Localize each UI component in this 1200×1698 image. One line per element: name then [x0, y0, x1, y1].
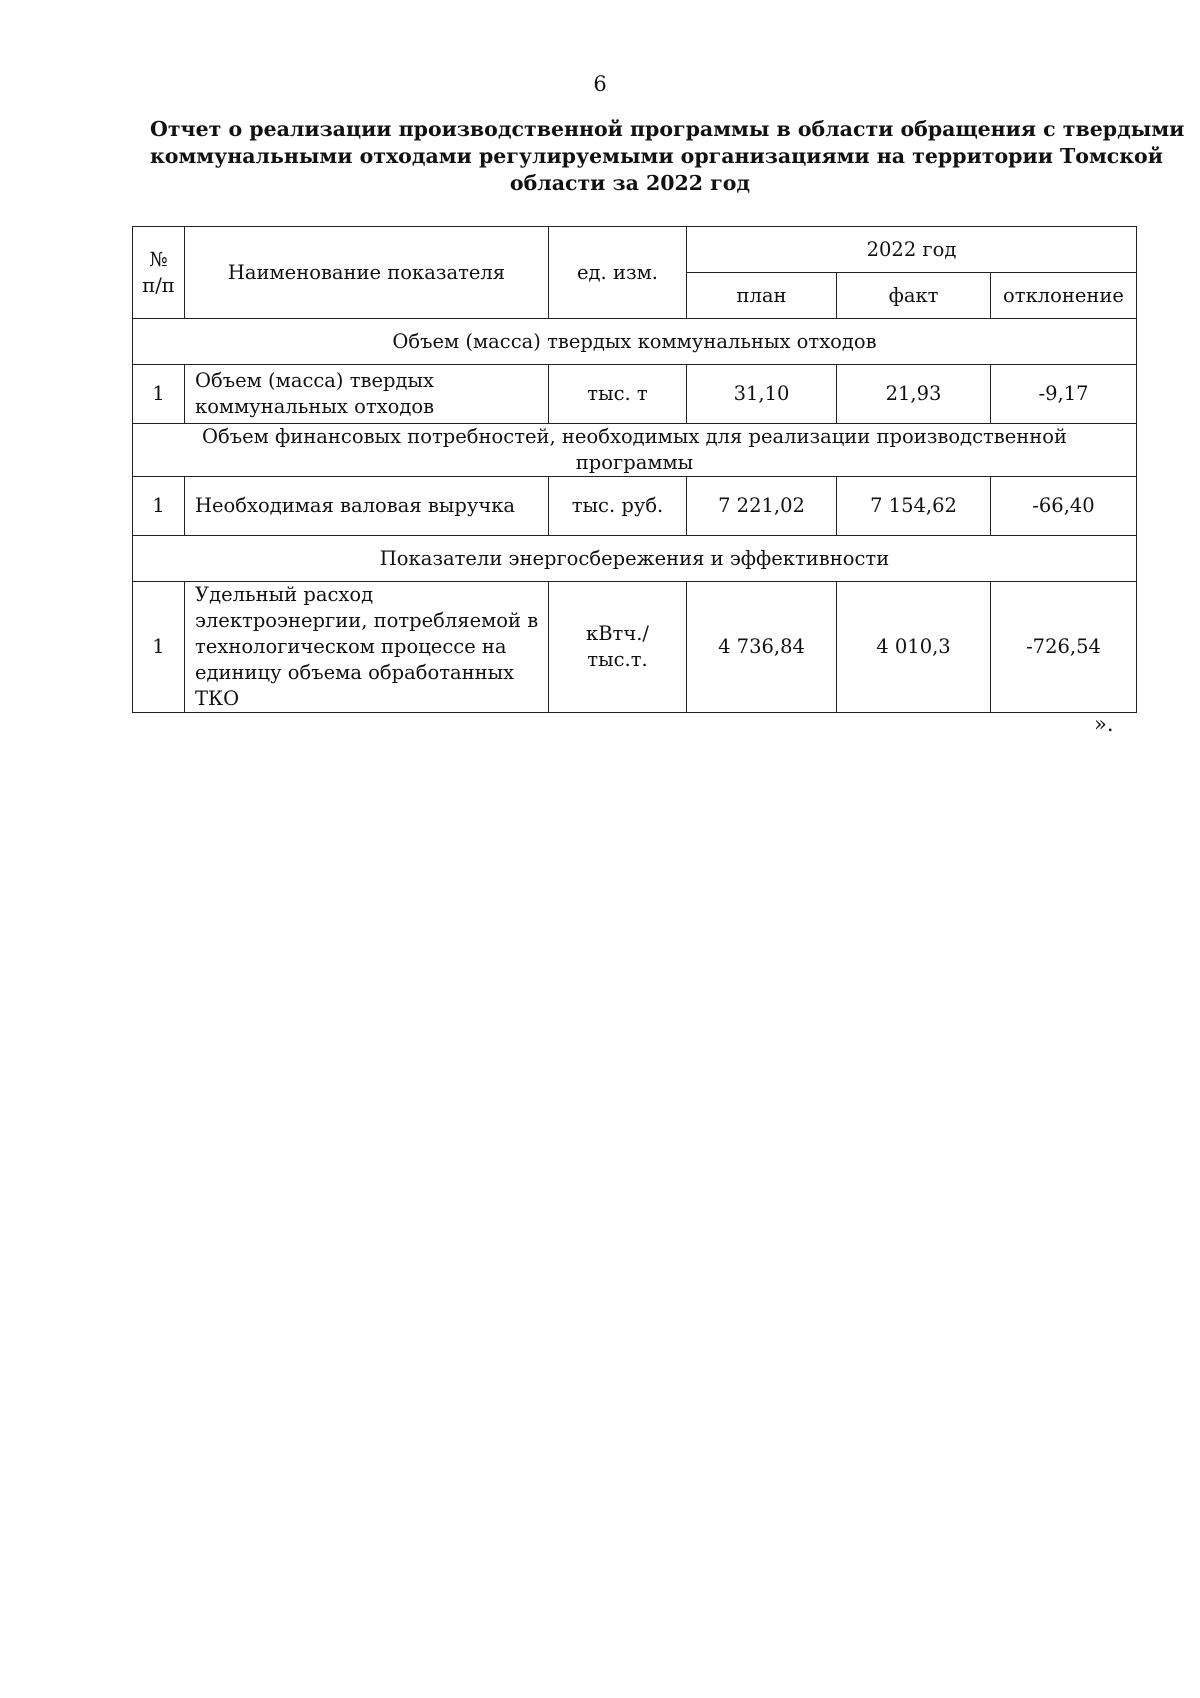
cell-deviation: -9,17: [991, 365, 1137, 424]
header-unit: ед. изм.: [549, 227, 687, 319]
cell-deviation: -66,40: [991, 477, 1137, 536]
title-line: Отчет о реализации производственной программы в области обращения с твердыми: [150, 117, 1185, 141]
header-deviation: отклонение: [991, 273, 1137, 319]
header-num: № п/п: [133, 227, 185, 319]
cell-fact: 21,93: [837, 365, 991, 424]
table-row: [133, 365, 1137, 424]
section-row: [133, 319, 1137, 365]
document-title: [150, 116, 1185, 197]
cell-num: 1: [133, 477, 185, 536]
section-row: [133, 536, 1137, 582]
header-name: Наименование показателя: [185, 227, 549, 319]
title-line: коммунальными отходами регулируемыми организациями на территории Томской: [150, 144, 1163, 168]
cell-name: Удельный расход электроэнергии, потребляемой в технологическом процессе на единицу объема обработанных ТКО: [185, 582, 549, 713]
header-plan: план: [687, 273, 837, 319]
cell-plan: 7 221,02: [687, 477, 837, 536]
cell-unit: кВтч./тыс.т.: [549, 582, 687, 713]
table-row: [133, 477, 1137, 536]
section-title: Показатели энергосбережения и эффективности: [133, 536, 1137, 582]
table-row: [133, 582, 1137, 713]
cell-num: 1: [133, 365, 185, 424]
section-title: Объем финансовых потребностей, необходимых для реализации производственной программы: [133, 424, 1137, 477]
cell-deviation: -726,54: [991, 582, 1137, 713]
header-fact: факт: [837, 273, 991, 319]
page-number: 6: [593, 72, 607, 96]
cell-plan: 4 736,84: [687, 582, 837, 713]
table-header-row: [133, 227, 1137, 273]
cell-name: Необходимая валовая выручка: [185, 477, 549, 536]
cell-name: Объем (масса) твердых коммунальных отходов: [185, 365, 549, 424]
cell-fact: 4 010,3: [837, 582, 991, 713]
cell-unit: тыс. т: [549, 365, 687, 424]
cell-num: 1: [133, 582, 185, 713]
closing-quote-mark: ».: [1094, 712, 1114, 736]
cell-plan: 31,10: [687, 365, 837, 424]
cell-unit: тыс. руб.: [549, 477, 687, 536]
section-row: [133, 424, 1137, 477]
cell-fact: 7 154,62: [837, 477, 991, 536]
report-table: [132, 226, 1137, 713]
title-line: области за 2022 год: [509, 171, 751, 195]
header-year: 2022 год: [687, 227, 1137, 273]
section-title: Объем (масса) твердых коммунальных отходов: [133, 319, 1137, 365]
